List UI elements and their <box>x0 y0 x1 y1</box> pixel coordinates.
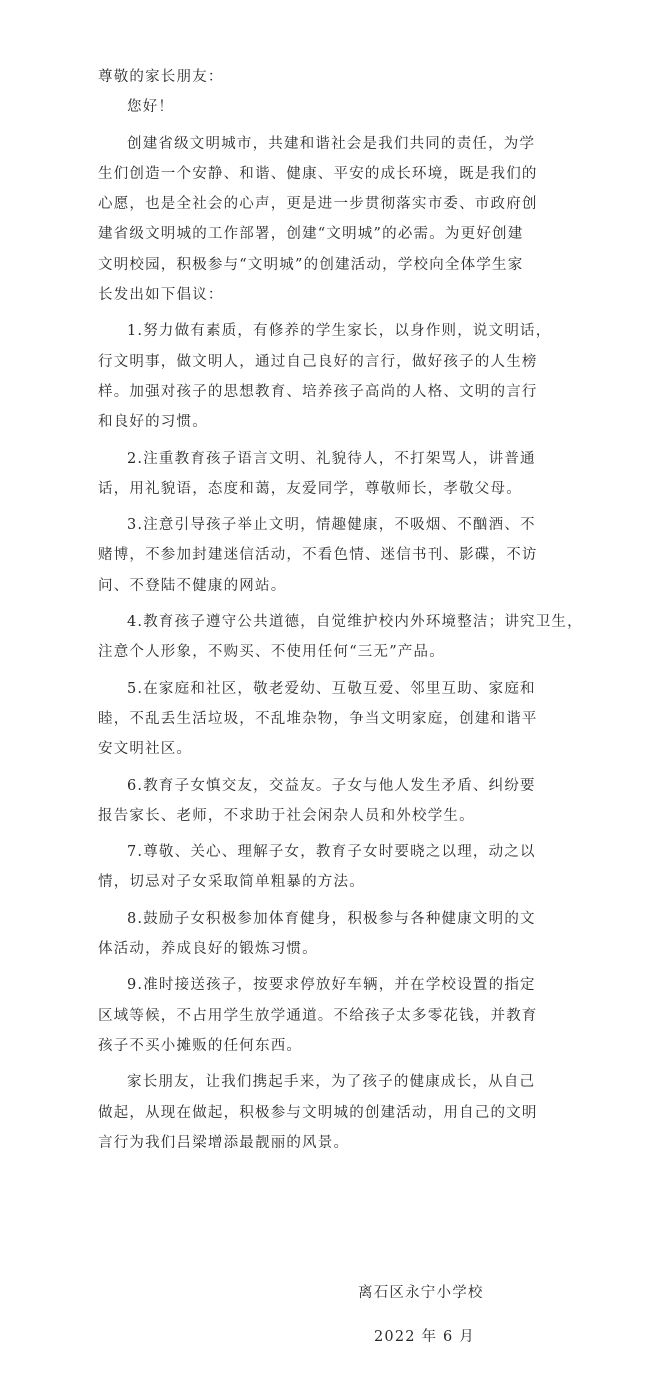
item-line: 和良好的习惯。 <box>98 414 208 431</box>
closing-paragraph <box>98 1067 558 1158</box>
item-line: 问、不登陆不健康的网站。 <box>98 577 287 594</box>
item-line: 2.注重教育孩子语言文明、礼貌待人，不打架骂人，讲普通 <box>127 450 536 467</box>
proposal-item-1 <box>98 316 558 437</box>
intro-line: 生们创造一个安静、和谐、健康、平安的成长环境，既是我们的 <box>98 165 538 182</box>
item-line: 3.注意引导孩子举止文明，情趣健康，不吸烟、不酗酒、不 <box>127 517 536 534</box>
item-line: 4.教育孩子遵守公共道德，自觉维护校内外环境整洁；讲究卫生， <box>127 614 583 631</box>
intro-line: 长发出如下倡议： <box>98 287 224 304</box>
item-line: 7.尊敬、关心、理解子女，教育子女时要晓之以理，动之以 <box>127 844 536 861</box>
letter-body <box>98 62 583 1158</box>
item-line: 安文明社区。 <box>98 741 193 758</box>
item-line: 区域等候，不占用学生放学通道。不给孩子太多零花钱，并教育 <box>98 1007 538 1024</box>
intro-line: 文明校园，积极参与“文明城”的创建活动，学校向全体学生家 <box>98 256 524 273</box>
intro-line: 心愿，也是全社会的心声，更是进一步贯彻落实市委、市政府创 <box>98 196 538 213</box>
item-line: 孩子不买小摊贩的任何东西。 <box>98 1037 303 1054</box>
item-line: 1.努力做有素质，有修养的学生家长，以身作则，说文明话， <box>127 323 552 340</box>
proposal-item-7 <box>98 837 558 898</box>
item-line: 赌博，不参加封建迷信活动，不看色情、迷信书刊、影碟，不访 <box>98 547 538 564</box>
item-line: 注意个人形象，不购买、不使用任何“三无”产品。 <box>98 644 445 661</box>
item-line: 9.准时接送孩子，按要求停放好车辆，并在学校设置的指定 <box>127 977 536 994</box>
item-line: 睦，不乱丢生活垃圾，不乱堆杂物，争当文明家庭，创建和谐平 <box>98 710 538 727</box>
item-line: 话，用礼貌语，态度和蔼，友爱同学，尊敬师长，孝敬父母。 <box>98 480 522 497</box>
proposal-item-8 <box>98 904 558 965</box>
item-line: 报告家长、老师，不求助于社会闲杂人员和外校学生。 <box>98 807 475 824</box>
proposal-item-2 <box>98 444 558 505</box>
item-line: 8.鼓励子女积极参加体育健身，积极参与各种健康文明的文 <box>127 910 536 927</box>
proposal-item-9 <box>98 970 558 1061</box>
item-line: 体活动，养成良好的锻炼习惯。 <box>98 941 318 958</box>
greeting: 您好！ <box>127 99 175 116</box>
proposal-item-3 <box>98 510 558 601</box>
item-line: 情，切忌对子女采取简单粗暴的方法。 <box>98 874 365 891</box>
intro-line: 建省级文明城的工作部署，创建“文明城”的必需。为更好创建 <box>98 226 524 243</box>
salutation: 尊敬的家长朋友： <box>98 69 224 85</box>
proposal-item-6 <box>98 771 558 832</box>
proposal-item-4 <box>98 607 583 668</box>
item-line: 行文明事，做文明人，通过自己良好的言行，做好孩子的人生榜 <box>98 353 538 370</box>
item-line: 5.在家庭和社区，敬老爱幼、互敬互爱、邻里互助、家庭和 <box>127 680 536 697</box>
closing-line: 家长朋友，让我们携起手来，为了孩子的健康成长，从自己 <box>127 1074 536 1091</box>
proposal-item-5 <box>98 674 558 765</box>
intro-line: 创建省级文明城市，共建和谐社会是我们共同的责任，为学 <box>127 135 536 152</box>
school-name: 离石区永宁小学校 <box>358 1285 484 1301</box>
closing-line: 言行为我们吕梁增添最靓丽的风景。 <box>98 1134 350 1151</box>
item-line: 6.教育子女慎交友，交益友。子女与他人发生矛盾、纠纷要 <box>127 777 536 794</box>
signature-block <box>358 1278 538 1352</box>
signature-date: 2022 年 6 月 <box>374 1329 475 1345</box>
closing-line: 做起，从现在做起，积极参与文明城的创建活动，用自己的文明 <box>98 1104 538 1121</box>
item-line: 样。加强对孩子的思想教育、培养孩子高尚的人格、文明的言行 <box>98 383 538 400</box>
intro-paragraph <box>98 129 558 311</box>
